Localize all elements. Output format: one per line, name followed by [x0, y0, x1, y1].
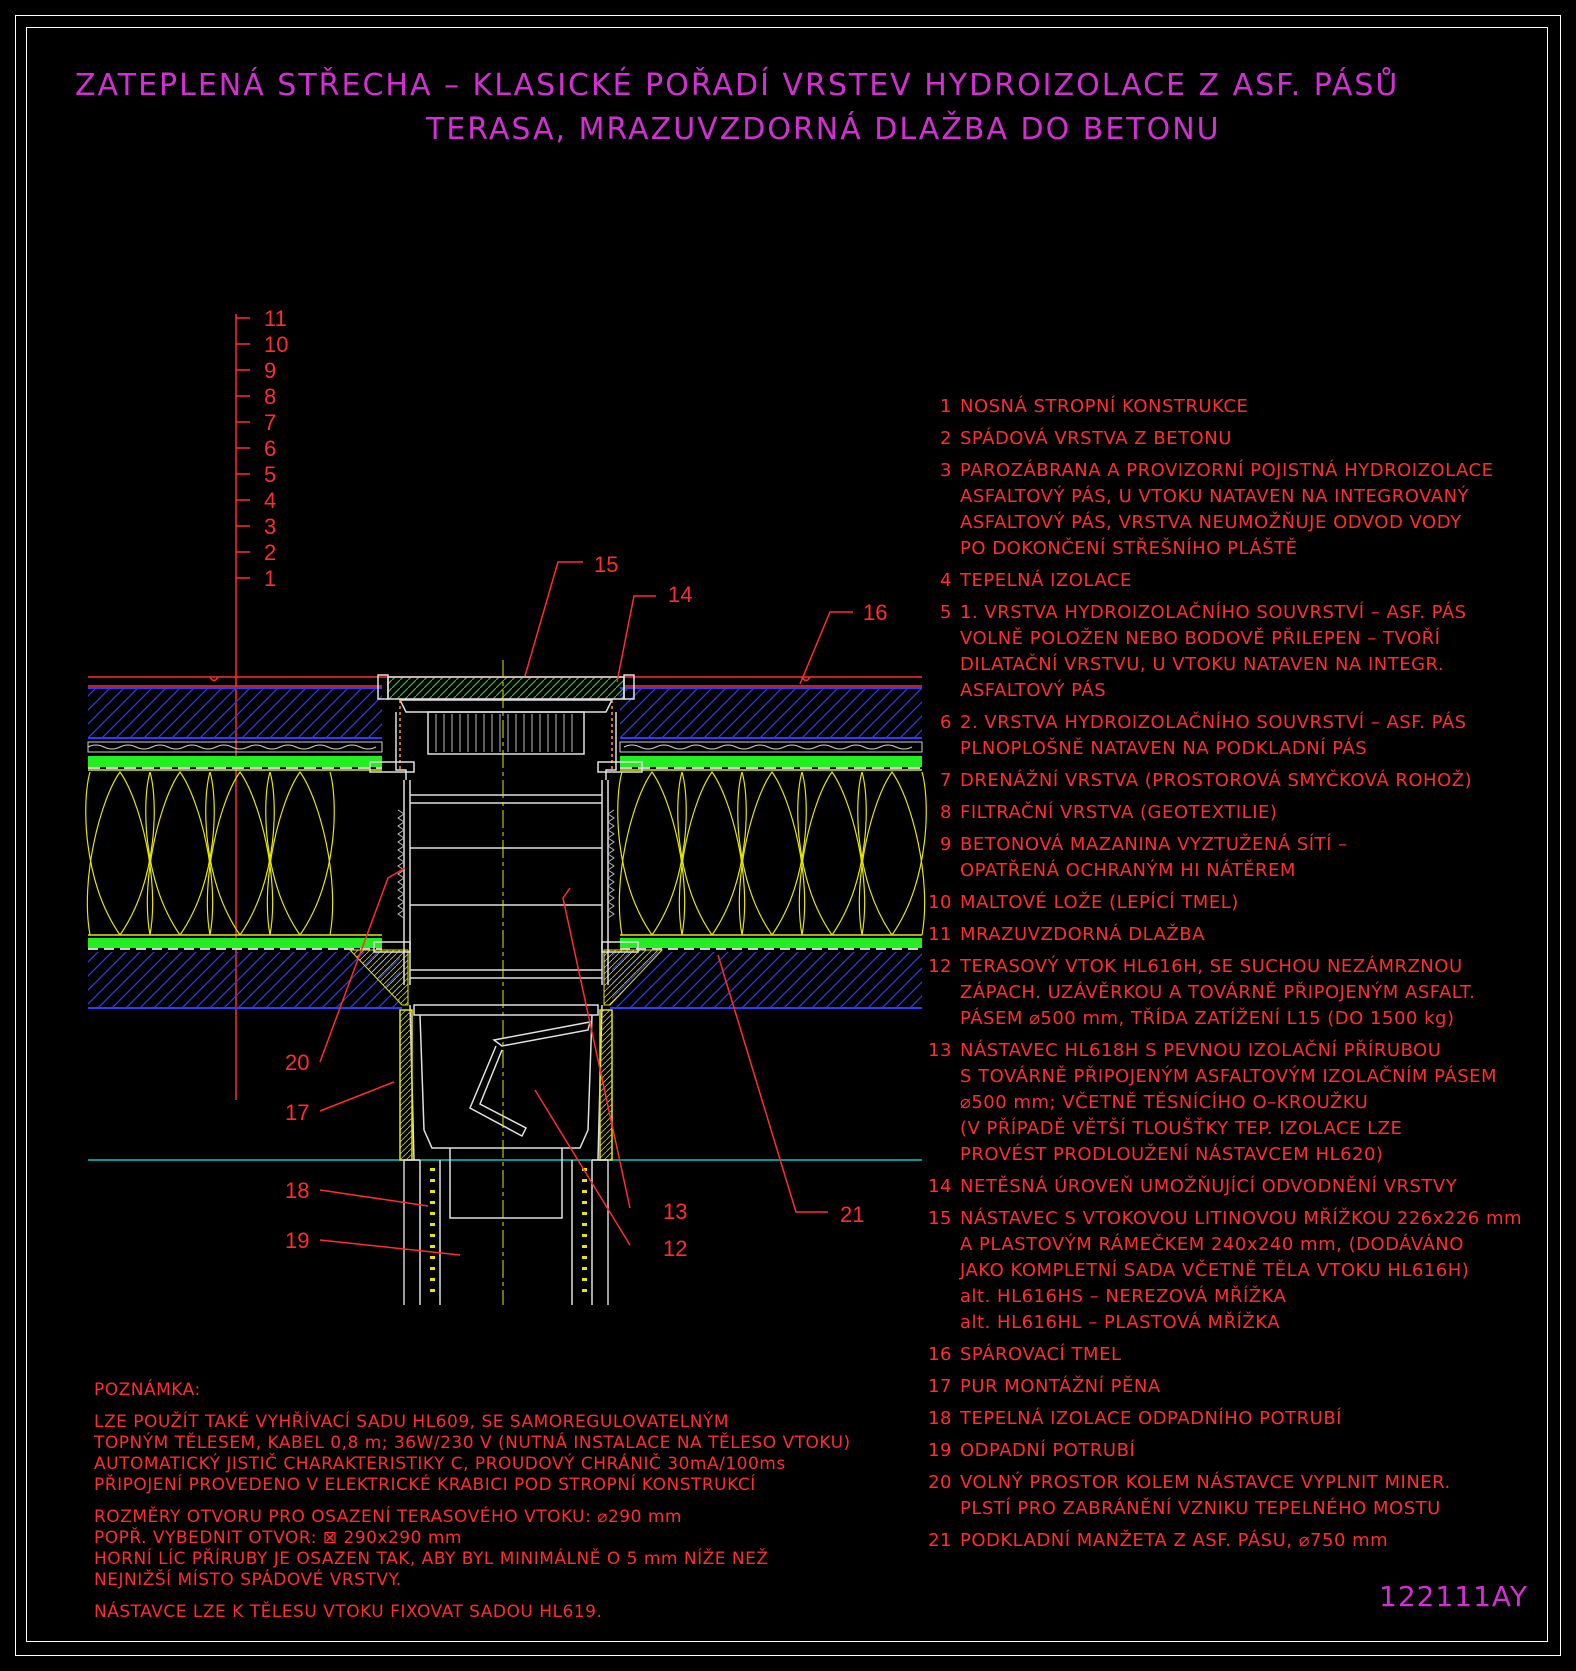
layer-scale-label: 5 — [264, 462, 277, 487]
insulation-loop — [206, 772, 274, 935]
legend-item — [928, 1206, 1560, 1336]
screed-layer — [88, 950, 922, 1008]
insulation-loop — [619, 772, 684, 935]
legend-number: 11 — [928, 924, 952, 945]
layer-scale-label: 9 — [264, 358, 277, 383]
pipe-insulation-dot — [432, 1179, 435, 1182]
legend-text: TEPELNÁ IZOLACE ODPADNÍHO POTRUBÍ — [960, 1408, 1342, 1429]
insulation-loop — [859, 772, 924, 935]
callout-12: 12 — [663, 1236, 688, 1261]
legend-text: TEPELNÁ IZOLACE — [960, 570, 1132, 591]
pipe-insulation-dot — [584, 1201, 587, 1204]
insulation-loop — [798, 772, 866, 935]
insulation-loop — [86, 772, 154, 935]
pipe-insulation-dot — [432, 1256, 435, 1259]
legend-item — [928, 890, 1560, 916]
layer-scale-label: 10 — [264, 332, 289, 357]
layer-scale-label: 8 — [264, 384, 277, 409]
note-paragraph-3: NÁSTAVCE LZE K TĚLESU VTOKU FIXOVAT SADOU HL619. — [94, 1602, 603, 1622]
legend-number: 13 — [928, 1040, 952, 1061]
note-paragraph-1: LZE POUŽÍT TAKÉ VYHŘÍVACÍ SADU HL609, SE SAMOREGULOVATELNÝM TOPNÝM TĚLESEM, KABEL 0,8 m; 36W/230 V (NUTNÁ INSTALACE NA TĚLESO VTOKU) AUTOMATICKÝ JISTIČ CHARAKTERISTIKY C, PROUDOVÝ CHRÁNIČ 30mA/100ms PŘIPOJENÍ PROVEDENO V ELEKTRICKÉ KRABICI POD STROPNÍ KONSTRUKCÍ — [94, 1412, 851, 1495]
legend-text: FILTRAČNÍ VRSTVA (GEOTEXTILIE) — [960, 802, 1278, 823]
pipe-insulation-dot — [584, 1234, 587, 1237]
legend-item — [940, 600, 1560, 704]
legend-number: 3 — [940, 460, 952, 481]
layer-scale-label: 4 — [264, 488, 277, 513]
legend-text: NOSNÁ STROPNÍ KONSTRUKCE — [960, 396, 1249, 417]
pipe-insulation-dot — [432, 1289, 435, 1292]
legend-text: 1. VRSTVA HYDROIZOLAČNÍHO SOUVRSTVÍ – ASF. PÁS VOLNĚ POLOŽEN NEBO BODOVĚ PŘILEPEN – TVOŘÍ DILATAČNÍ VRSTVU, U VTOKU NATAVEN NA INTEGR. ASFALTOVÝ PÁS — [960, 602, 1467, 701]
legend-number: 9 — [940, 834, 952, 855]
insulation-loop — [207, 772, 272, 935]
legend-number: 6 — [940, 712, 952, 733]
legend-text: SPÁDOVÁ VRSTVA Z BETONU — [960, 428, 1232, 449]
legend-number: 14 — [928, 1176, 952, 1197]
legend-number: 7 — [940, 770, 952, 791]
legend-text: SPÁROVACÍ TMEL — [960, 1344, 1122, 1365]
legend-item — [940, 458, 1560, 562]
legend-text: MRAZUVZDORNÁ DLAŽBA — [960, 924, 1205, 945]
legend-item — [928, 1038, 1560, 1168]
insulation-loop — [678, 772, 746, 935]
legend-item — [928, 954, 1560, 1032]
legend-item — [928, 1342, 1560, 1368]
insulation-loop — [679, 772, 744, 935]
note-heading: POZNÁMKA: — [94, 1380, 201, 1400]
legend-text: 2. VRSTVA HYDROIZOLAČNÍHO SOUVRSTVÍ – ASF. PÁS PLNOPLOŠNĚ NATAVEN NA PODKLADNÍ PÁS — [960, 712, 1467, 759]
pipe-insulation-dot — [432, 1212, 435, 1215]
legend-text: PAROZÁBRANA A PROVIZORNÍ POJISTNÁ HYDROIZOLACE ASFALTOVÝ PÁS, U VTOKU NATAVEN NA INTEGROVANÝ ASFALTOVÝ PÁS, VRSTVA NEUMOŽŇUJE ODVOD VODY PO DOKONČENÍ STŘEŠNÍHO PLÁŠTĚ — [960, 460, 1494, 559]
pipe-insulation-dot — [584, 1223, 587, 1226]
legend-item — [928, 922, 1560, 948]
title-line-1: ZATEPLENÁ STŘECHA – KLASICKÉ POŘADÍ VRSTEV HYDROIZOLACE Z ASF. PÁSŮ — [75, 68, 1400, 103]
pipe-insulation-dot — [584, 1256, 587, 1259]
legend-item — [940, 568, 1560, 594]
callout-18: 18 — [285, 1178, 310, 1203]
insulation-loop — [87, 772, 152, 935]
layer-scale-ticks — [236, 306, 288, 591]
note-block — [94, 1380, 914, 1634]
title-line-2: TERASA, MRAZUVZDORNÁ DLAŽBA DO BETONU — [426, 112, 1221, 147]
legend-item — [928, 1528, 1560, 1554]
pipe-insulation-dot — [584, 1245, 587, 1248]
layer-scale-label: 6 — [264, 436, 277, 461]
pipe-insulation-dot — [432, 1190, 435, 1193]
note-paragraph-2: ROZMĚRY OTVORU PRO OSAZENÍ TERASOVÉHO VTOKU: ⌀290 mm POPŘ. VYBEDNIT OTVOR: ⊠ 290x290 mm HORNÍ LÍC PŘÍRUBY JE OSAZEN TAK, ABY BYL MINIMÁLNĚ O 5 mm NÍŽE NEŽ NEJNIŽŠÍ MÍSTO SPÁDOVÉ VRSTVY. — [94, 1507, 769, 1590]
legend-item — [928, 1406, 1560, 1432]
legend-number: 19 — [928, 1440, 952, 1461]
vapour-barrier-layer — [88, 938, 922, 949]
callout-13: 13 — [663, 1199, 688, 1224]
legend-item — [940, 394, 1560, 420]
pipe-insulation-dot — [432, 1201, 435, 1204]
insulation-loop — [146, 772, 214, 935]
layer-scale-label: 3 — [264, 514, 277, 539]
legend-number: 20 — [928, 1472, 952, 1493]
legend-item — [940, 800, 1560, 826]
layer-scale-label: 2 — [264, 540, 277, 565]
legend-text: NÁSTAVEC HL618H S PEVNOU IZOLAČNÍ PŘÍRUBOU S TOVÁRNĚ PŘIPOJENÝM ASFALTOVÝM IZOLAČNÍM PÁSEM ⌀500 mm; VČETNĚ TĚSNÍCÍHO O–KROUŽKU (V PŘÍPADĚ VĚTŠÍ TLOUŠŤKY TEP. IZOLACE LZE PROVÉST PRODLOUŽENÍ NÁSTAVCEM HL620) — [960, 1040, 1498, 1165]
legend-text: ODPADNÍ POTRUBÍ — [960, 1440, 1136, 1461]
callout-20: 20 — [285, 1050, 310, 1075]
drainage-layer — [88, 742, 922, 752]
insulation-loops-left — [86, 772, 334, 935]
pipe-insulation-dot — [432, 1245, 435, 1248]
legend — [928, 394, 1560, 1560]
legend-text: NETĚSNÁ ÚROVEŇ UMOŽŇUJÍCÍ ODVODNĚNÍ VRSTVY — [960, 1176, 1458, 1197]
pipe-insulation-dot — [432, 1168, 435, 1171]
legend-number: 21 — [928, 1530, 952, 1551]
legend-text: VOLNÝ PROSTOR KOLEM NÁSTAVCE VYPLNIT MINER. PLSTÍ PRO ZABRÁNĚNÍ VZNIKU TEPELNÉHO MOSTU — [960, 1472, 1451, 1519]
drain-body — [370, 675, 642, 1305]
layer-scale-label: 1 — [264, 566, 277, 591]
upper-waterproofing-layer — [88, 756, 922, 768]
pipe-insulation-dots — [430, 1168, 587, 1292]
drawing-code: 122111AY — [1379, 1580, 1528, 1613]
callout-15: 15 — [594, 552, 619, 577]
legend-text: TERASOVÝ VTOK HL616H, SE SUCHOU NEZÁMRZNOU ZÁPACH. UZÁVĚRKOU A TOVÁRNĚ PŘIPOJENÝM ASFALT. PÁSEM ⌀500 mm, TŘÍDA ZATÍŽENÍ L15 (DO 1500 kg) — [960, 956, 1476, 1029]
insulation-loop — [267, 772, 332, 935]
insulation-loop — [147, 772, 212, 935]
legend-number: 15 — [928, 1208, 952, 1229]
legend-item — [940, 710, 1560, 762]
legend-number: 2 — [940, 428, 952, 449]
legend-text: DRENÁŽNÍ VRSTVA (PROSTOROVÁ SMYČKOVÁ ROHOŽ) — [960, 770, 1473, 791]
pipe-insulation-dot — [432, 1267, 435, 1270]
layer-scale-label: 7 — [264, 410, 277, 435]
legend-item — [928, 1438, 1560, 1464]
callout-19: 19 — [285, 1228, 310, 1253]
legend-item — [928, 1374, 1560, 1400]
pipe-insulation-dot — [584, 1289, 587, 1292]
insulation-loop — [739, 772, 804, 935]
insulation-loop — [858, 772, 926, 935]
callout-14: 14 — [668, 582, 693, 607]
legend-number: 16 — [928, 1344, 952, 1365]
pipe-insulation-dot — [584, 1190, 587, 1193]
legend-number: 4 — [940, 570, 952, 591]
pipe-insulation-dot — [432, 1278, 435, 1281]
legend-number: 17 — [928, 1376, 952, 1397]
pipe-insulation-dot — [584, 1278, 587, 1281]
insulation-loops-right — [618, 772, 926, 935]
insulation-loop — [799, 772, 864, 935]
callout-21: 21 — [840, 1202, 865, 1227]
pipe-insulation-dot — [584, 1267, 587, 1270]
legend-number: 5 — [940, 602, 952, 623]
legend-item — [928, 1174, 1560, 1200]
legend-text: MALTOVÉ LOŽE (LEPÍCÍ TMEL) — [960, 892, 1239, 913]
insulation-loop — [738, 772, 806, 935]
legend-number: 1 — [940, 396, 952, 417]
insulation-loop — [266, 772, 334, 935]
legend-number: 18 — [928, 1408, 952, 1429]
callout-16: 16 — [863, 600, 888, 625]
legend-item — [940, 426, 1560, 452]
legend-number: 10 — [928, 892, 952, 913]
insulation-loop — [618, 772, 686, 935]
legend-text: PUR MONTÁŽNÍ PĚNA — [960, 1376, 1161, 1397]
legend-item — [940, 768, 1560, 794]
pipe-insulation-dot — [432, 1223, 435, 1226]
legend-text: NÁSTAVEC S VTOKOVOU LITINOVOU MŘÍŽKOU 226x226 mm A PLASTOVÝM RÁMEČKEM 240x240 mm, (DODÁVÁNO JAKO KOMPLETNÍ SADA VČETNĚ TĚLA VTOKU HL616H) alt. HL616HS – NEREZOVÁ MŘÍŽKA alt. HL616HL – PLASTOVÁ MŘÍŽKA — [960, 1208, 1523, 1333]
layer-scale-label: 11 — [264, 306, 287, 331]
pipe-insulation-dot — [584, 1212, 587, 1215]
legend-text: PODKLADNÍ MANŽETA Z ASF. PÁSU, ⌀750 mm — [960, 1530, 1389, 1551]
pipe-insulation-dot — [584, 1179, 587, 1182]
callout-17: 17 — [285, 1100, 310, 1125]
legend-number: 12 — [928, 956, 952, 977]
legend-item — [928, 1470, 1560, 1522]
legend-item — [940, 832, 1560, 884]
legend-number: 8 — [940, 802, 952, 823]
pipe-insulation-dot — [432, 1234, 435, 1237]
legend-text: BETONOVÁ MAZANINA VYZTUŽENÁ SÍTÍ – OPATŘENÁ OCHRANÝM HI NÁTĚREM — [960, 834, 1348, 881]
